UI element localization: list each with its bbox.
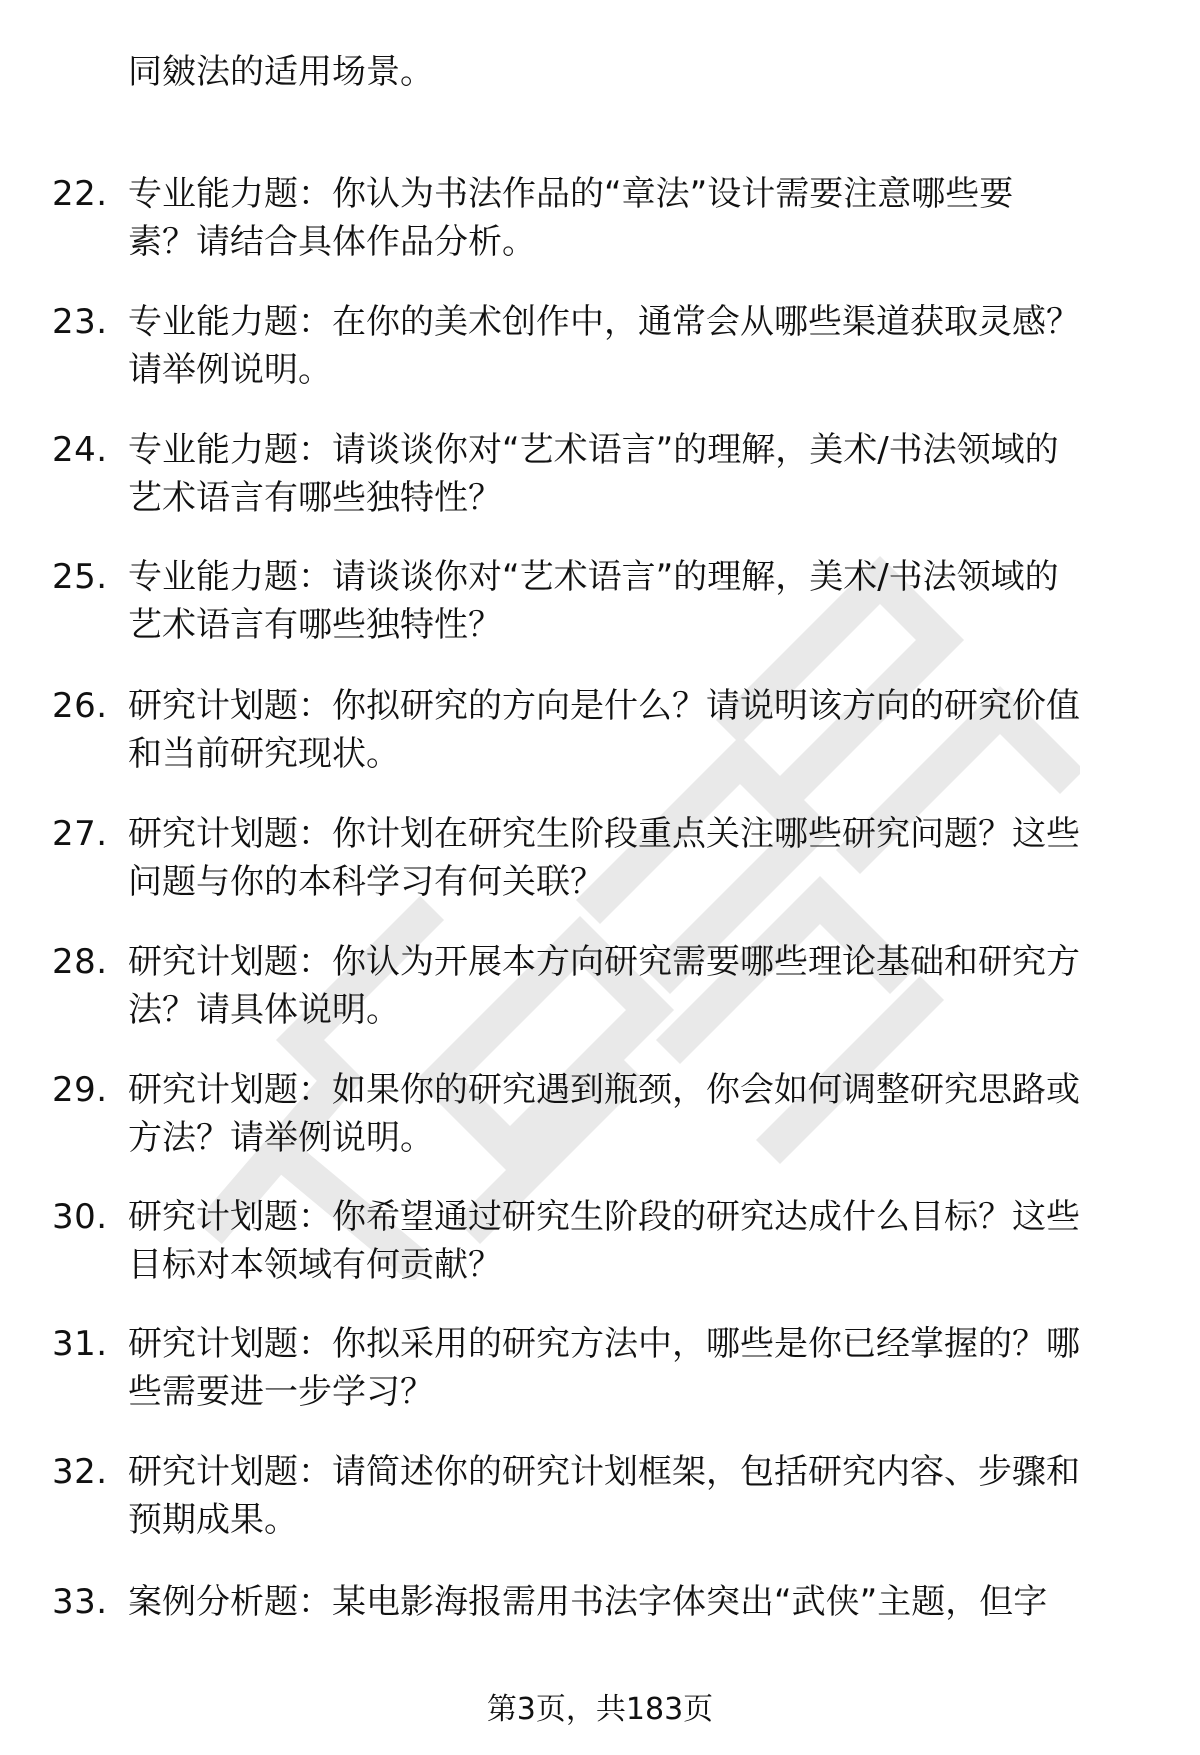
question-text-line: 方法？请举例说明。: [128, 1118, 434, 1158]
question-number: 28.: [52, 942, 108, 982]
question-text-line: 专业能力题：请谈谈你对“艺术语言”的理解，美术/书法领域的: [128, 557, 1059, 597]
question-number: 29.: [52, 1070, 108, 1110]
question-text: [128, 682, 1168, 778]
question-text-line: 目标对本领域有何贡献？: [128, 1245, 502, 1285]
question-text-line: 素？请结合具体作品分析。: [128, 222, 536, 262]
question-text-line: 预期成果。: [128, 1500, 298, 1540]
question-number: 26.: [52, 686, 108, 726]
question-number: 22.: [52, 174, 108, 214]
page-number-footer: 第3页，共183页: [486, 1692, 714, 1727]
question-number: 33.: [52, 1582, 108, 1622]
question-text: [128, 938, 1168, 1034]
question-text-line: 研究计划题：如果你的研究遇到瓶颈，你会如何调整研究思路或: [128, 1070, 1080, 1110]
question-text: [128, 426, 1168, 522]
question-text-line: 研究计划题：你希望通过研究生阶段的研究达成什么目标？这些: [128, 1197, 1080, 1237]
question-text: [128, 170, 1168, 266]
question-text: [128, 298, 1168, 394]
question-text: [128, 1578, 1168, 1626]
question-number: 27.: [52, 814, 108, 854]
question-text: [128, 48, 1168, 96]
question-number: 30.: [52, 1197, 108, 1237]
question-text: [128, 1066, 1168, 1162]
question-text-line: 研究计划题：你拟研究的方向是什么？请说明该方向的研究价值: [128, 686, 1080, 726]
question-text-line: 艺术语言有哪些独特性？: [128, 605, 502, 645]
question-number: 23.: [52, 302, 108, 342]
question-number: 25.: [52, 557, 108, 597]
question-text-line: 案例分析题：某电影海报需用书法字体突出“武侠”主题，但字: [128, 1582, 1048, 1622]
question-text-line: 问题与你的本科学习有何关联？: [128, 862, 604, 902]
question-number: 24.: [52, 430, 108, 470]
question-text-line: 研究计划题：请简述你的研究计划框架，包括研究内容、步骤和: [128, 1452, 1080, 1492]
question-text: [128, 1320, 1168, 1416]
question-text-line: 研究计划题：你认为开展本方向研究需要哪些理论基础和研究方: [128, 942, 1080, 982]
question-text-line: 同皴法的适用场景。: [128, 52, 434, 92]
question-text-line: 专业能力题：请谈谈你对“艺术语言”的理解，美术/书法领域的: [128, 430, 1059, 470]
question-text-line: 些需要进一步学习？: [128, 1372, 434, 1412]
question-text-line: 专业能力题：你认为书法作品的“章法”设计需要注意哪些要: [128, 174, 1014, 214]
question-text-line: 研究计划题：你拟采用的研究方法中，哪些是你已经掌握的？哪: [128, 1324, 1080, 1364]
question-text-line: 专业能力题：在你的美术创作中，通常会从哪些渠道获取灵感？: [128, 302, 1080, 342]
question-text-line: 请举例说明。: [128, 350, 332, 390]
question-text: [128, 553, 1168, 649]
question-text: [128, 1193, 1168, 1289]
question-text-line: 法？请具体说明。: [128, 990, 400, 1030]
question-text-line: 和当前研究现状。: [128, 734, 400, 774]
question-number: 32.: [52, 1452, 108, 1492]
question-text: [128, 1448, 1168, 1544]
question-text-line: 研究计划题：你计划在研究生阶段重点关注哪些研究问题？这些: [128, 814, 1080, 854]
question-text-line: 艺术语言有哪些独特性？: [128, 478, 502, 518]
question-text: [128, 810, 1168, 906]
question-number: 31.: [52, 1324, 108, 1364]
